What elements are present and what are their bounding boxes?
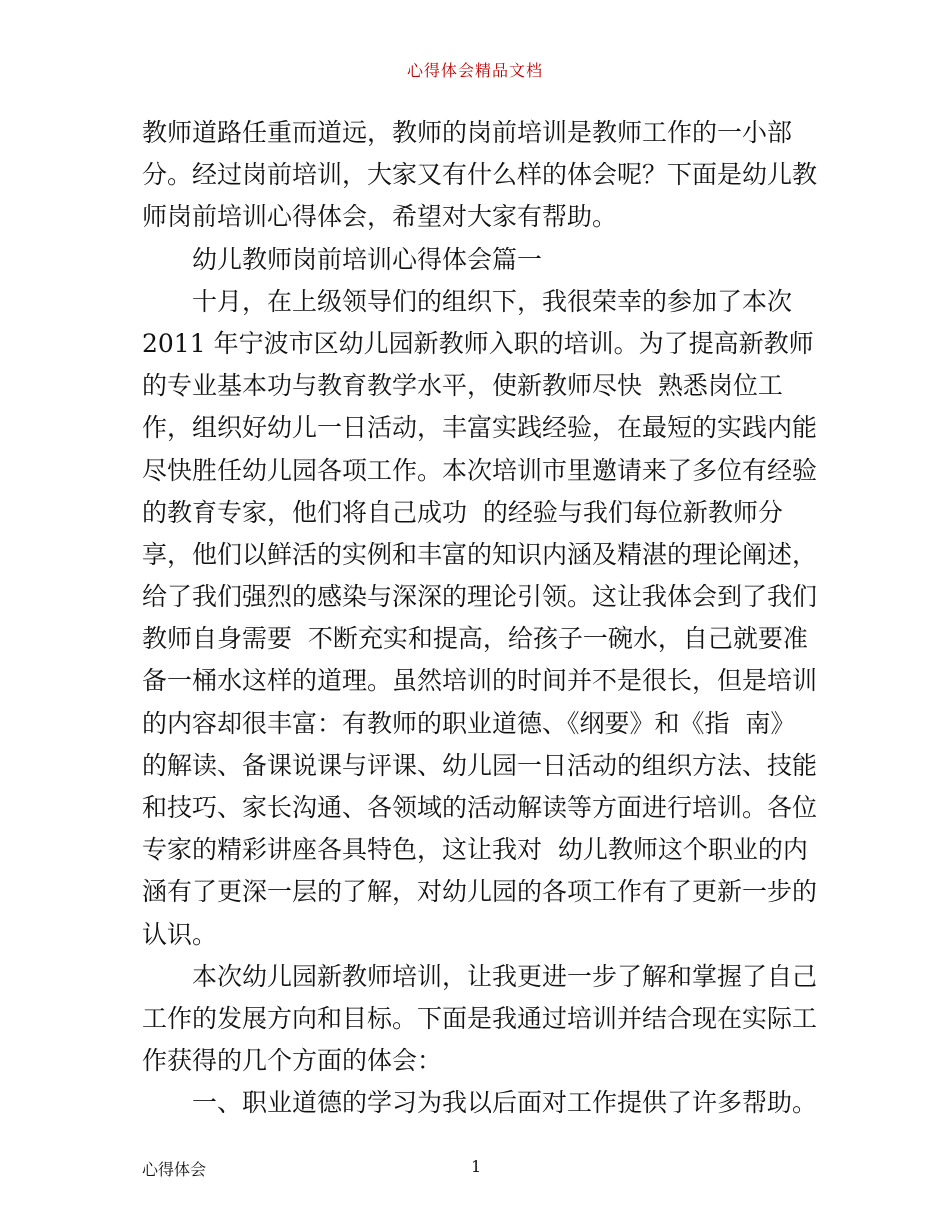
body-line: 教师自身需要 不断充实和提高，给孩子一碗水，自己就要准	[142, 624, 808, 654]
body-line: 作获得的几个方面的体会：	[142, 1046, 443, 1076]
document-body	[142, 112, 818, 1125]
body-line: 幼儿教师岗前培训心得体会篇一	[192, 244, 543, 274]
body-line: 专家的精彩讲座各具特色，这让我对 幼儿教师这个职业的内	[142, 835, 808, 865]
body-line: 认识。	[142, 919, 218, 949]
body-line: 的专业基本功与教育教学水平，使新教师尽快 熟悉岗位工	[142, 371, 783, 401]
body-line: 的教育专家，他们将自己成功 的经验与我们每位新教师分	[142, 497, 783, 527]
page-number: 1	[471, 1157, 482, 1176]
body-line: 尽快胜任幼儿园各项工作。本次培训市里邀请来了多位有经验	[142, 455, 818, 485]
body-line: 十月，在上级领导们的组织下，我很荣幸的参加了本次	[192, 286, 793, 316]
body-line: 给了我们强烈的感染与深深的理论引领。这让我体会到了我们	[142, 582, 818, 612]
body-line: 本次幼儿园新教师培训，让我更进一步了解和掌握了自己	[192, 961, 818, 991]
body-line: 涵有了更深一层的了解，对幼儿园的各项工作有了更新一步的	[142, 877, 818, 907]
body-line: 的解读、备课说课与评课、幼儿园一日活动的组织方法、技能	[142, 750, 818, 780]
body-line: 分。经过岗前培训，大家又有什么样的体会呢？下面是幼儿教	[142, 160, 818, 190]
body-line: 享，他们以鲜活的实例和丰富的知识内涵及精湛的理论阐述，	[142, 539, 818, 569]
body-line: 工作的发展方向和目标。下面是我通过培训并结合现在实际工	[142, 1003, 818, 1033]
body-line: 备一桶水这样的道理。虽然培训的时间并不是很长，但是培训	[142, 666, 818, 696]
body-line: 2011 年宁波市区幼儿园新教师入职的培训。为了提高新教师	[142, 328, 814, 358]
body-line: 和技巧、家长沟通、各领域的活动解读等方面进行培训。各位	[142, 793, 818, 822]
document-header-title: 心得体会精品文档	[406, 61, 543, 80]
footer-label: 心得体会	[142, 1160, 207, 1179]
body-line: 教师道路任重而道远，教师的岗前培训是教师工作的一小部	[142, 118, 793, 147]
body-line: 一、职业道德的学习为我以后面对工作提供了许多帮助。	[192, 1088, 818, 1118]
body-line: 师岗前培训心得体会，希望对大家有帮助。	[142, 202, 618, 232]
body-line: 的内容却很丰富：有教师的职业道德、《纲要》和《指 南》	[142, 708, 796, 738]
body-line: 作，组织好幼儿一日活动，丰富实践经验，在最短的实践内能	[142, 413, 818, 443]
